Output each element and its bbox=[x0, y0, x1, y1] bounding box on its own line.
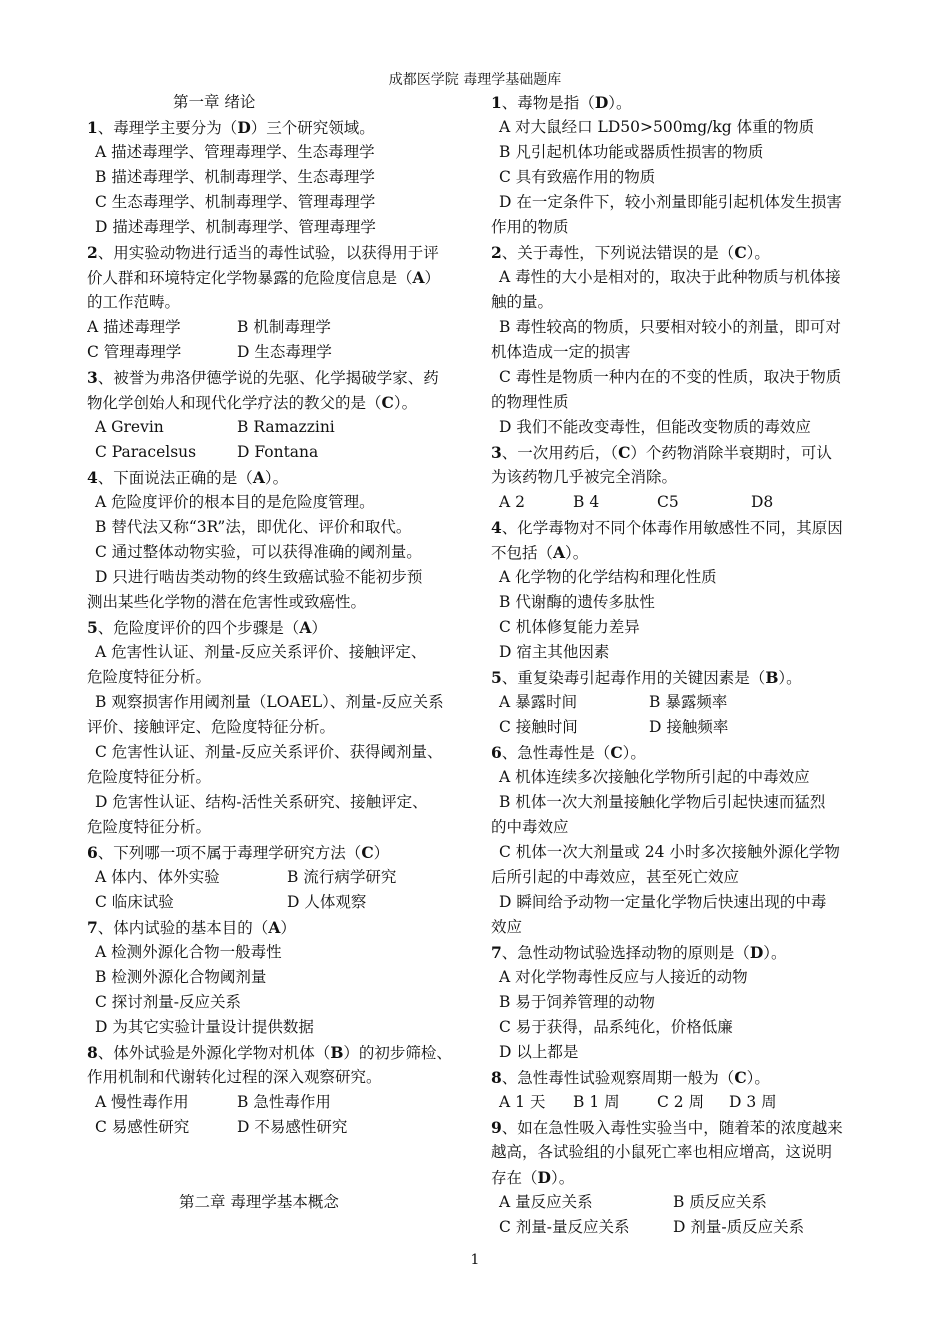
option: A 检测外源化合物一般毒性 bbox=[95, 943, 282, 961]
answer: D bbox=[537, 1168, 551, 1187]
question-5: 5、重复染毒引起毒作用的关键因素是（B）。 bbox=[491, 668, 802, 687]
option: D 描述毒理学、机制毒理学、管理毒理学 bbox=[95, 218, 376, 236]
question-9-line: 存在（D）。 bbox=[491, 1168, 575, 1187]
option: C 具有致癌作用的物质 bbox=[499, 168, 656, 186]
question-4-line: 不包括（A）。 bbox=[491, 543, 589, 562]
option: B 替代法又称“3R”法，即优化、评价和取代。 bbox=[95, 518, 412, 536]
option-continued: 危险度特征分析。 bbox=[87, 818, 212, 836]
option: D 瞬间给予动物一定量化学物后快速出现的中毒 bbox=[499, 893, 827, 911]
option-continued: 后所引起的中毒效应，甚至死亡效应 bbox=[491, 868, 740, 886]
question-8: 8、急性毒性试验观察周期一般为（C）。 bbox=[491, 1068, 770, 1087]
answer: A bbox=[299, 618, 312, 637]
question-5: 5、危险度评价的四个步骤是（A） bbox=[87, 618, 327, 637]
option: D 宿主其他因素 bbox=[499, 643, 610, 661]
option: C 易于获得，品系纯化，价格低廉 bbox=[499, 1018, 733, 1036]
option: B 检测外源化合物阈剂量 bbox=[95, 968, 267, 986]
option-continued: 效应 bbox=[491, 918, 523, 936]
option: A 机体连续多次接触化学物所引起的中毒效应 bbox=[499, 768, 810, 786]
answer: A bbox=[268, 918, 281, 937]
option-row: C 易感性研究 D 不易感性研究 bbox=[95, 1118, 348, 1136]
option: A 化学物的化学结构和理化性质 bbox=[499, 568, 717, 586]
answer: A bbox=[553, 543, 566, 562]
option-continued: 危险度特征分析。 bbox=[87, 768, 212, 786]
question-8: 8、体外试验是外源化学物对机体（B）的初步筛检、 bbox=[87, 1043, 452, 1062]
answer: B bbox=[765, 668, 779, 687]
option: C 通过整体动物实验，可以获得准确的阈剂量。 bbox=[95, 543, 422, 561]
question-4: 4、化学毒物对不同个体毒作用敏感性不同，其原因 bbox=[491, 518, 843, 537]
option: D 以上都是 bbox=[499, 1043, 579, 1061]
option-continued: 测出某些化学物的潜在危害性或致癌性。 bbox=[87, 593, 367, 611]
question-3: 3、被誉为弗洛伊德学说的先驱、化学揭破学家、药 bbox=[87, 368, 439, 387]
option-continued: 机体造成一定的损害 bbox=[491, 343, 631, 361]
answer: C bbox=[618, 443, 631, 462]
option: A 对大鼠经口 LD50>500mg/kg 体重的物质 bbox=[499, 118, 815, 136]
option-row: A 2 B 4 C5 D8 bbox=[499, 493, 774, 511]
answer: C bbox=[734, 243, 747, 262]
option-row: A 体内、体外实验 B 流行病学研究 bbox=[95, 868, 397, 886]
question-7: 7、体内试验的基本目的（A） bbox=[87, 918, 296, 937]
option: A 危险度评价的根本目的是危险度管理。 bbox=[95, 493, 375, 511]
option: D 为其它实验计量设计提供数据 bbox=[95, 1018, 314, 1036]
question-2-line: 价人群和环境特定化学物暴露的危险度信息是（A） bbox=[87, 268, 441, 287]
option: A 毒性的大小是相对的，取决于此种物质与机体接 bbox=[499, 268, 841, 286]
option-row: C 接触时间 D 接触频率 bbox=[499, 718, 729, 736]
left-column bbox=[87, 90, 463, 1215]
option: C 危害性认证、剂量-反应关系评价、获得阈剂量、 bbox=[95, 743, 443, 761]
answer: D bbox=[749, 943, 764, 962]
option-continued: 危险度特征分析。 bbox=[87, 668, 212, 686]
option-row: A 描述毒理学 B 机制毒理学 bbox=[87, 318, 331, 336]
answer: C bbox=[610, 743, 623, 762]
page-number: 1 bbox=[470, 1252, 480, 1268]
option: B 凡引起机体功能或器质性损害的物质 bbox=[499, 143, 764, 161]
option-continued: 触的量。 bbox=[491, 293, 554, 311]
chapter-1-title: 第一章 绪论 bbox=[173, 93, 256, 111]
option-row: C 管理毒理学 D 生态毒理学 bbox=[87, 343, 332, 361]
option: D 我们不能改变毒性，但能改变物质的毒效应 bbox=[499, 418, 811, 436]
option: A 危害性认证、剂量-反应关系评价、接触评定、 bbox=[95, 643, 427, 661]
question-8-line: 作用机制和代谢转化过程的深入观察研究。 bbox=[87, 1068, 382, 1086]
option: C 机体修复能力差异 bbox=[499, 618, 640, 636]
option: C 生态毒理学、机制毒理学、管理毒理学 bbox=[95, 193, 376, 211]
question-9-line: 越高，各试验组的小鼠死亡率也相应增高，这说明 bbox=[491, 1143, 833, 1161]
answer: A bbox=[412, 268, 425, 287]
answer: C bbox=[381, 393, 394, 412]
option: B 观察损害作用阈剂量（LOAEL）、剂量-反应关系 bbox=[95, 693, 444, 711]
option-continued: 的物理性质 bbox=[491, 393, 569, 411]
option-row: A Grevin B Ramazzini bbox=[95, 418, 335, 436]
question-7: 7、急性动物试验选择动物的原则是（D）。 bbox=[491, 943, 787, 962]
question-1: 1、毒理学主要分为（D）三个研究领域。 bbox=[87, 118, 375, 137]
option: C 探讨剂量-反应关系 bbox=[95, 993, 242, 1011]
page-header: 成都医学院 毒理学基础题库 bbox=[388, 72, 562, 88]
question-3-line: 为该药物几乎被完全消除。 bbox=[491, 468, 678, 486]
option-row: A 量反应关系 B 质反应关系 bbox=[499, 1193, 767, 1211]
question-6: 6、下列哪一项不属于毒理学研究方法（C） bbox=[87, 843, 390, 862]
option: D 只进行啮齿类动物的终生致癌试验不能初步预 bbox=[95, 568, 423, 586]
answer: C bbox=[361, 843, 374, 862]
option: B 描述毒理学、机制毒理学、生态毒理学 bbox=[95, 168, 375, 186]
answer: B bbox=[330, 1043, 344, 1062]
option-row: A 暴露时间 B 暴露频率 bbox=[499, 693, 728, 711]
answer: D bbox=[594, 93, 609, 112]
option: C 机体一次大剂量或 24 小时多次接触外源化学物 bbox=[499, 843, 840, 861]
question-2-line: 的工作范畴。 bbox=[87, 293, 181, 311]
question-2: 2、关于毒性，下列说法错误的是（C）。 bbox=[491, 243, 770, 262]
chapter-2-title: 第二章 毒理学基本概念 bbox=[179, 1193, 339, 1211]
question-3: 3、一次用药后，（C）个药物消除半衰期时，可认 bbox=[491, 443, 832, 462]
option-row: C 临床试验 D 人体观察 bbox=[95, 893, 367, 911]
question-2: 2、用实验动物进行适当的毒性试验，以获得用于评 bbox=[87, 243, 439, 262]
option-row: C 剂量-量反应关系 D 剂量-质反应关系 bbox=[499, 1218, 805, 1236]
option: D 在一定条件下，较小剂量即能引起机体发生损害 bbox=[499, 193, 842, 211]
question-6: 6、急性毒性是（C）。 bbox=[491, 743, 646, 762]
option: B 易于饲养管理的动物 bbox=[499, 993, 655, 1011]
question-4: 4、下面说法正确的是（A）。 bbox=[87, 468, 289, 487]
option: C 毒性是物质一种内在的不变的性质，取决于物质 bbox=[499, 368, 842, 386]
option: A 描述毒理学、管理毒理学、生态毒理学 bbox=[95, 143, 375, 161]
option-row: A 1 天 B 1 周 C 2 周 D 3 周 bbox=[499, 1093, 777, 1111]
answer: D bbox=[237, 118, 251, 137]
option-row: C Paracelsus D Fontana bbox=[95, 443, 319, 461]
option-continued: 作用的物质 bbox=[491, 218, 569, 236]
answer: A bbox=[252, 468, 265, 487]
option: B 毒性较高的物质，只要相对较小的剂量，即可对 bbox=[499, 318, 841, 336]
question-3-line: 物化学创始人和现代化学疗法的教父的是（C）。 bbox=[87, 393, 418, 412]
option: D 危害性认证、结构-活性关系研究、接触评定、 bbox=[95, 793, 428, 811]
right-column bbox=[491, 90, 867, 1240]
option-row: A 慢性毒作用 B 急性毒作用 bbox=[95, 1093, 331, 1111]
option: A 对化学物毒性反应与人接近的动物 bbox=[499, 968, 748, 986]
option-continued: 的中毒效应 bbox=[491, 818, 569, 836]
question-1: 1、毒物是指（D）。 bbox=[491, 93, 632, 112]
option-continued: 评价、接触评定、危险度特征分析。 bbox=[87, 718, 336, 736]
answer: C bbox=[734, 1068, 747, 1087]
question-9: 9、如在急性吸入毒性实验当中，随着苯的浓度越来 bbox=[491, 1118, 843, 1137]
option: B 代谢酶的遗传多肽性 bbox=[499, 593, 655, 611]
option: B 机体一次大剂量接触化学物后引起快速而猛烈 bbox=[499, 793, 826, 811]
